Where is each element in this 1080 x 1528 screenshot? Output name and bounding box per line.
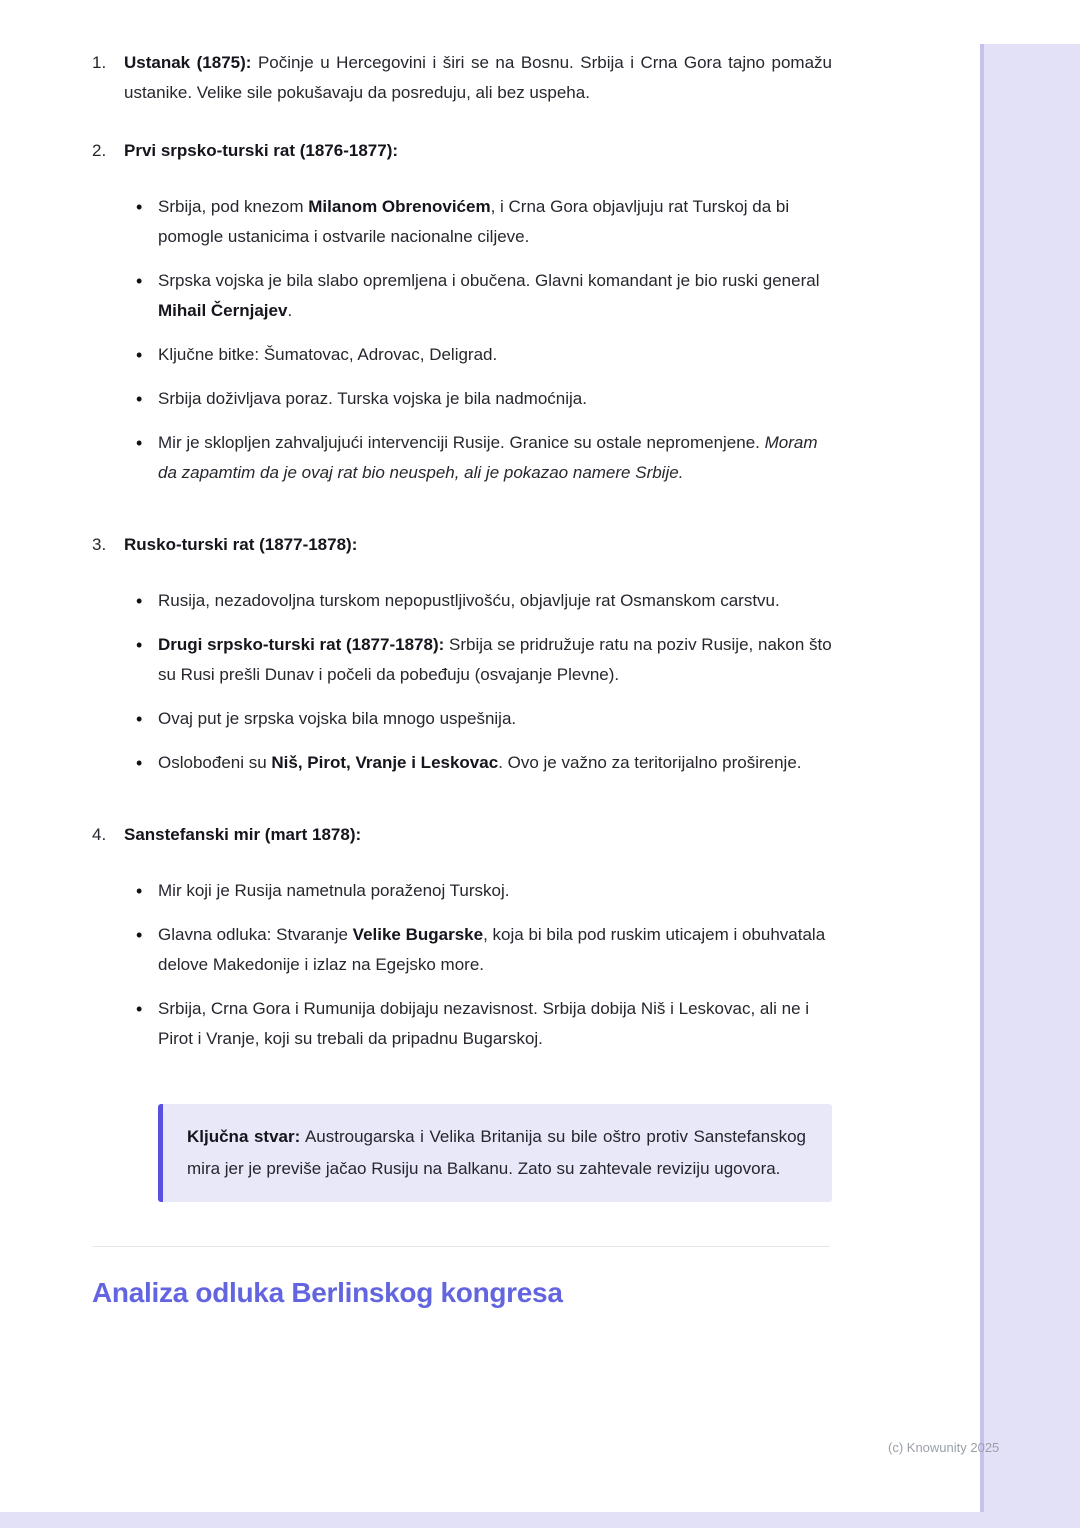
bullet-text: Ključne bitke: Šumatovac, Adrovac, Deligrad.: [158, 345, 498, 364]
bullet-list: [136, 586, 832, 778]
bullet-text: Drugi srpsko-turski rat (1877-1878): Srbija se pridružuje ratu na poziv Rusije, nakon što su Rusi prešli Dunav i počeli da pobeđuju (osvajanje Plevne).: [158, 635, 832, 684]
bullet-text: Rusija, nezadovoljna turskom nepopustljivošću, objavljuje rat Osmanskom carstvu.: [158, 591, 780, 610]
bullet-text: Ovaj put je srpska vojska bila mnogo uspešnija.: [158, 709, 517, 728]
bullet-icon: •: [136, 389, 143, 409]
bullet-list: [136, 192, 832, 488]
callout-box: [158, 1104, 832, 1202]
divider: [92, 1246, 830, 1247]
bullet-item: [136, 266, 832, 326]
bullet-icon: •: [136, 709, 143, 729]
bullet-item: [136, 876, 832, 906]
bullet-item: [136, 428, 832, 488]
bullet-item: [136, 340, 832, 370]
bottom-panel: [0, 1512, 1080, 1528]
side-panel: [980, 44, 1080, 1528]
bullet-item: [136, 630, 832, 690]
copyright: (c) Knowunity 2025: [888, 1440, 1000, 1455]
bullet-text: Srbija, Crna Gora i Rumunija dobijaju nezavisnost. Srbija dobija Niš i Leskovac, ali ne i Pirot i Vranje, koji su trebali da pripadnu Bugarskoj.: [158, 999, 810, 1048]
bullet-item: [136, 192, 832, 252]
bullet-item: [136, 994, 832, 1054]
bullet-icon: •: [136, 197, 143, 217]
list-number: 2.: [92, 141, 107, 160]
bullet-text: Srbija, pod knezom Milanom Obrenovićem, i Crna Gora objavljuju rat Turskoj da bi pomogle ustanicima i ostvarile nacionalne ciljeve.: [158, 197, 790, 246]
item-heading: Sanstefanski mir (mart 1878):: [124, 825, 362, 844]
paragraph: Ustanak (1875): Počinje u Hercegovini i širi se na Bosnu. Srbija i Crna Gora tajno pomažu ustanike. Velike sile pokušavaju da posreduju, ali bez uspeha.: [124, 53, 832, 102]
list-item: [92, 48, 832, 108]
document-content: [92, 48, 832, 1309]
bullet-item: [136, 384, 832, 414]
bullet-item: [136, 748, 832, 778]
bullet-icon: •: [136, 345, 143, 365]
bullet-icon: •: [136, 881, 143, 901]
bullet-item: [136, 920, 832, 980]
bullet-icon: •: [136, 591, 143, 611]
item-heading: Prvi srpsko-turski rat (1876-1877):: [124, 141, 399, 160]
bullet-text: Mir koji je Rusija nametnula poraženoj Turskoj.: [158, 881, 510, 900]
bullet-text: Oslobođeni su Niš, Pirot, Vranje i Leskovac. Ovo je važno za teritorijalno proširenje.: [158, 753, 802, 772]
list-item: [92, 530, 832, 792]
bullet-icon: •: [136, 999, 143, 1019]
callout-text: Ključna stvar: Austrougarska i Velika Britanija su bile oštro protiv Sanstefanskog mira jer je previše jačao Rusiju na Balkanu. Zato su zahtevale reviziju ugovora.: [187, 1127, 806, 1178]
bullet-text: Srpska vojska je bila slabo opremljena i obučena. Glavni komandant je bio ruski general Mihail Černjajev.: [158, 271, 820, 320]
bullet-text: Mir je sklopljen zahvaljujući intervenciji Rusije. Granice su ostale nepromenjene. Moram da zapamtim da je ovaj rat bio neuspeh, ali je pokazao namere Srbije.: [158, 433, 818, 482]
list-item: [92, 136, 832, 502]
bullet-icon: •: [136, 635, 143, 655]
bullet-list: [136, 876, 832, 1054]
bullet-icon: •: [136, 271, 143, 291]
list-number: 4.: [92, 825, 107, 844]
bullet-item: [136, 704, 832, 734]
bullet-icon: •: [136, 925, 143, 945]
list-item: [92, 820, 832, 1068]
list-number: 1.: [92, 53, 107, 72]
bullet-text: Glavna odluka: Stvaranje Velike Bugarske, koja bi bila pod ruskim uticajem i obuhvatala delove Makedonije i izlaz na Egejsko more.: [158, 925, 826, 974]
section-heading: Analiza odluka Berlinskog kongresa: [92, 1277, 563, 1308]
list-number: 3.: [92, 535, 107, 554]
bullet-text: Srbija doživljava poraz. Turska vojska je bila nadmoćnija.: [158, 389, 587, 408]
bullet-item: [136, 586, 832, 616]
bullet-icon: •: [136, 433, 143, 453]
item-heading: Rusko-turski rat (1877-1878):: [124, 535, 358, 554]
bullet-icon: •: [136, 753, 143, 773]
